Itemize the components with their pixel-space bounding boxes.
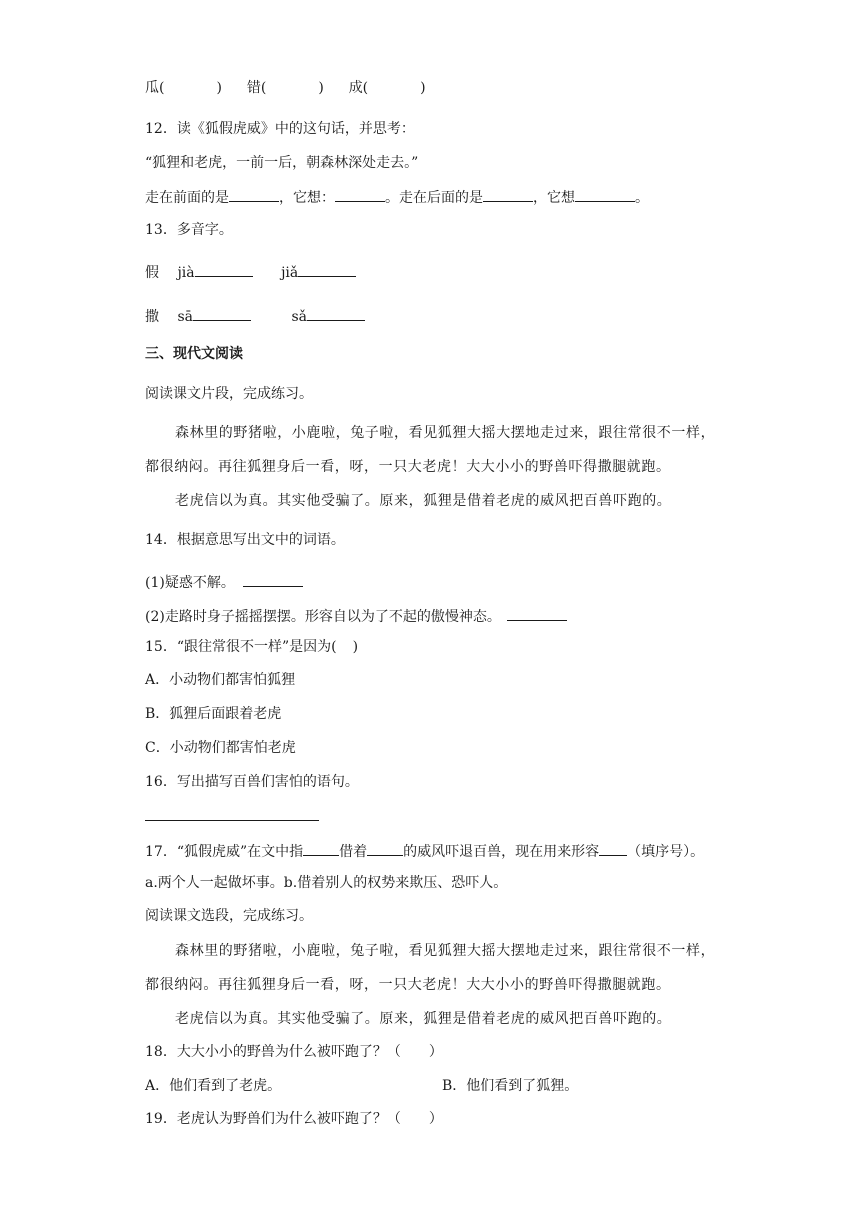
question-12-title: 12．读《狐假虎威》中的这句话，并思考： xyxy=(145,121,415,137)
answer-blank[interactable] xyxy=(298,262,356,277)
answer-line[interactable] xyxy=(145,820,319,821)
passage-line: 老虎信以为真。其实他受骗了。原来，狐狸是借着老虎的威风把百兽吓跑的。 xyxy=(175,493,672,509)
passage-line: 森林里的野猪啦，小鹿啦，兔子啦，看见狐狸大摇大摆地走过来，跟往常很不一样， xyxy=(175,943,716,959)
answer-blank[interactable] xyxy=(335,187,385,202)
answer-blank[interactable] xyxy=(367,841,403,856)
passage-line: 都很纳闷。再往狐狸身后一看，呀，一只大老虎！大大小小的野兽吓得撒腿就跑。 xyxy=(145,977,671,993)
section-heading: 三、现代文阅读 xyxy=(145,346,243,362)
option-b[interactable]: B．狐狸后面跟着老虎 xyxy=(145,706,282,722)
answer-blank[interactable] xyxy=(229,187,279,202)
question-12-quote: “狐狸和老虎，一前一后，朝森林深处走去。” xyxy=(145,155,419,171)
option-c[interactable]: C．小动物们都害怕老虎 xyxy=(145,740,296,756)
option-a[interactable]: A．他们看到了老虎。 xyxy=(145,1078,282,1094)
question-14-title: 14．根据意思写出文中的词语。 xyxy=(145,532,345,548)
answer-blank[interactable] xyxy=(195,262,253,277)
question-13-title: 13．多音字。 xyxy=(145,222,233,238)
option-a[interactable]: A．小动物们都害怕狐狸 xyxy=(145,672,296,688)
polyphone-char: 假 xyxy=(145,265,159,281)
reading-intro: 阅读课文选段，完成练习。 xyxy=(145,908,313,924)
answer-blank[interactable] xyxy=(303,841,339,856)
passage-line: 老虎信以为真。其实他受骗了。原来，狐狸是借着老虎的威风把百兽吓跑的。 xyxy=(175,1011,672,1027)
answer-blank[interactable] xyxy=(575,187,635,202)
answer-blank[interactable] xyxy=(483,187,533,202)
option-b[interactable]: B．他们看到了狐狸。 xyxy=(442,1078,579,1094)
question-17-title: 17．“狐假虎威”在文中指 借着 的威风吓退百兽，现在用来形容 （填序号）。 xyxy=(145,841,704,861)
answer-blank[interactable] xyxy=(193,306,251,321)
item-cuo: 错( xyxy=(246,80,267,96)
question-15-title: 15．“跟往常很不一样”是因为( ) xyxy=(145,639,359,655)
passage-line: 森林里的野猪啦，小鹿啦，兔子啦，看见狐狸大摇大摆地走过来，跟往常很不一样， xyxy=(175,425,716,441)
polyphone-char: 撒 xyxy=(145,309,159,325)
polyphone-row-jia: 假 jià jiǎ xyxy=(145,262,356,282)
answer-blank[interactable] xyxy=(243,572,303,587)
answer-blank[interactable] xyxy=(307,306,365,321)
question-18-title: 18．大大小小的野兽为什么被吓跑了？（ ） xyxy=(145,1044,443,1060)
question-16-title: 16．写出描写百兽们害怕的语句。 xyxy=(145,774,359,790)
question-14-item-2: (2)走路时身子摇摇摆摆。形容自以为了不起的傲慢神态。 xyxy=(145,606,567,626)
question-14-item-1: (1)疑惑不解。 xyxy=(145,572,303,592)
polyphone-row-sa: 撒 sā sǎ xyxy=(145,306,365,326)
answer-blank[interactable] xyxy=(599,841,627,856)
word-formation-row: 瓜( ) 错( ) 成( ) xyxy=(145,80,426,96)
question-12-blanks: 走在前面的是 ，它想： 。走在后面的是 ，它想 。 xyxy=(145,187,649,207)
answer-blank[interactable] xyxy=(507,606,567,621)
question-17-options: a.两个人一起做坏事。b.借着别人的权势来欺压、恐吓人。 xyxy=(145,875,508,891)
question-19-title: 19．老虎认为野兽们为什么被吓跑了？（ ） xyxy=(145,1111,443,1127)
item-gua: 瓜( xyxy=(145,80,165,96)
passage-line: 都很纳闷。再往狐狸身后一看，呀，一只大老虎！大大小小的野兽吓得撒腿就跑。 xyxy=(145,459,671,475)
reading-intro: 阅读课文片段，完成练习。 xyxy=(145,386,313,402)
item-cheng: 成( xyxy=(348,80,369,96)
